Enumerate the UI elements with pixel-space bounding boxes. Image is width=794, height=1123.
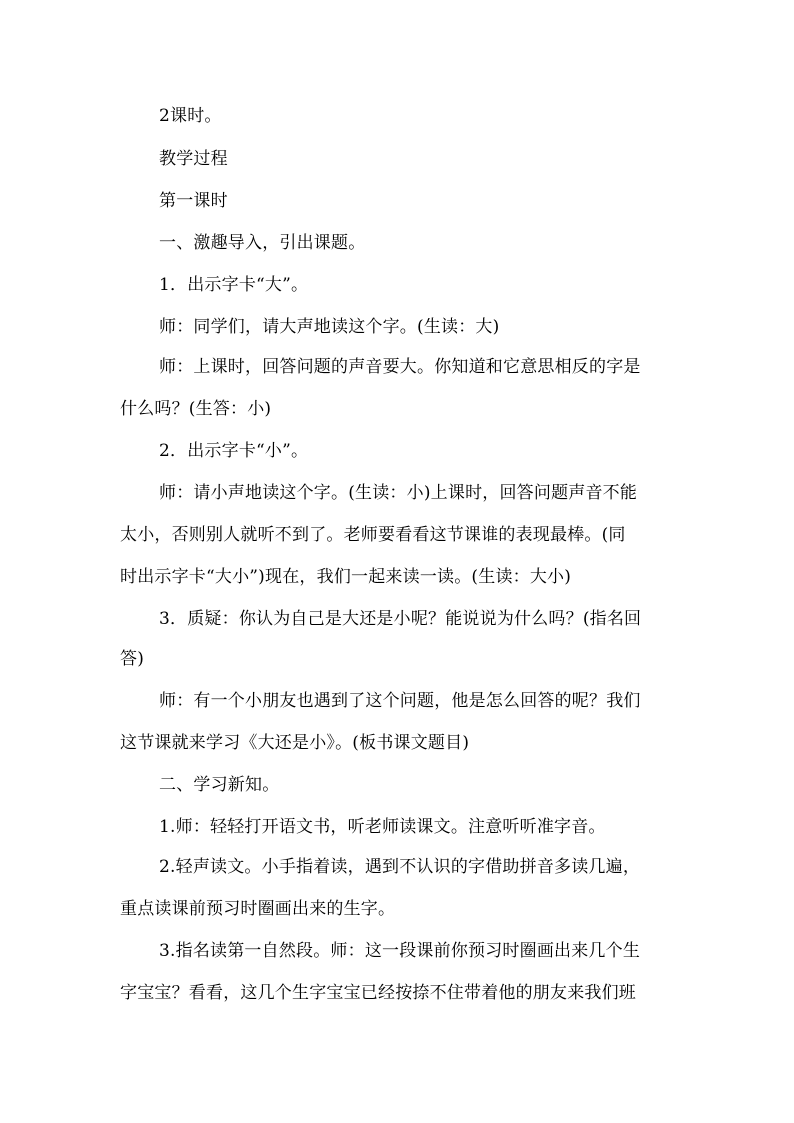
section-heading-introduction: 一、激趣导入，引出课题。: [159, 233, 366, 253]
paragraph-line: 师：有一个小朋友也遇到了这个问题，他是怎么回答的呢？我们: [159, 691, 641, 711]
step-read-aloud: 2.轻声读文。小手指着读，遇到不认识的字借助拼音多读几遍，: [159, 857, 641, 877]
paragraph-line: 太小，否则别人就听不到了。老师要看看这节课谁的表现最棒。(同: [120, 525, 626, 545]
text-line-class-hours: 2课时。: [159, 106, 222, 126]
paragraph-line: 师：上课时，回答问题的声音要大。你知道和它意思相反的字是: [159, 357, 641, 377]
paragraph-line: 这节课就来学习《大还是小》。(板书课文题目): [120, 733, 470, 753]
step-read-first-paragraph: 3.指名读第一自然段。师：这一段课前你预习时圈画出来几个生: [159, 941, 641, 961]
step-show-card-xiao: 2．出示字卡“小”。: [159, 441, 309, 461]
paragraph-line: 时出示字卡“大小”)现在，我们一起来读一读。(生读：大小): [120, 567, 572, 587]
paragraph-line: 师：同学们，请大声地读这个字。(生读：大): [159, 317, 500, 337]
step-show-card-da: 1．出示字卡“大”。: [159, 275, 309, 295]
heading-first-lesson: 第一课时: [159, 191, 228, 211]
step-question: 3．质疑：你认为自己是大还是小呢？能说说为什么吗？(指名回: [159, 609, 642, 629]
heading-teaching-process: 教学过程: [159, 149, 228, 169]
paragraph-line: 师：请小声地读这个字。(生读：小)上课时，回答问题声音不能: [159, 483, 638, 503]
section-heading-new-knowledge: 二、学习新知。: [159, 775, 280, 795]
paragraph-line: 重点读课前预习时圈画出来的生字。: [120, 899, 396, 919]
paragraph-line: 答): [120, 649, 145, 669]
paragraph-line: 什么吗？(生答：小): [120, 399, 272, 419]
step-listen: 1.师：轻轻打开语文书，听老师读课文。注意听听准字音。: [159, 817, 606, 837]
paragraph-line: 字宝宝？看看，这几个生字宝宝已经按捺不住带着他的朋友来我们班: [120, 983, 636, 1003]
